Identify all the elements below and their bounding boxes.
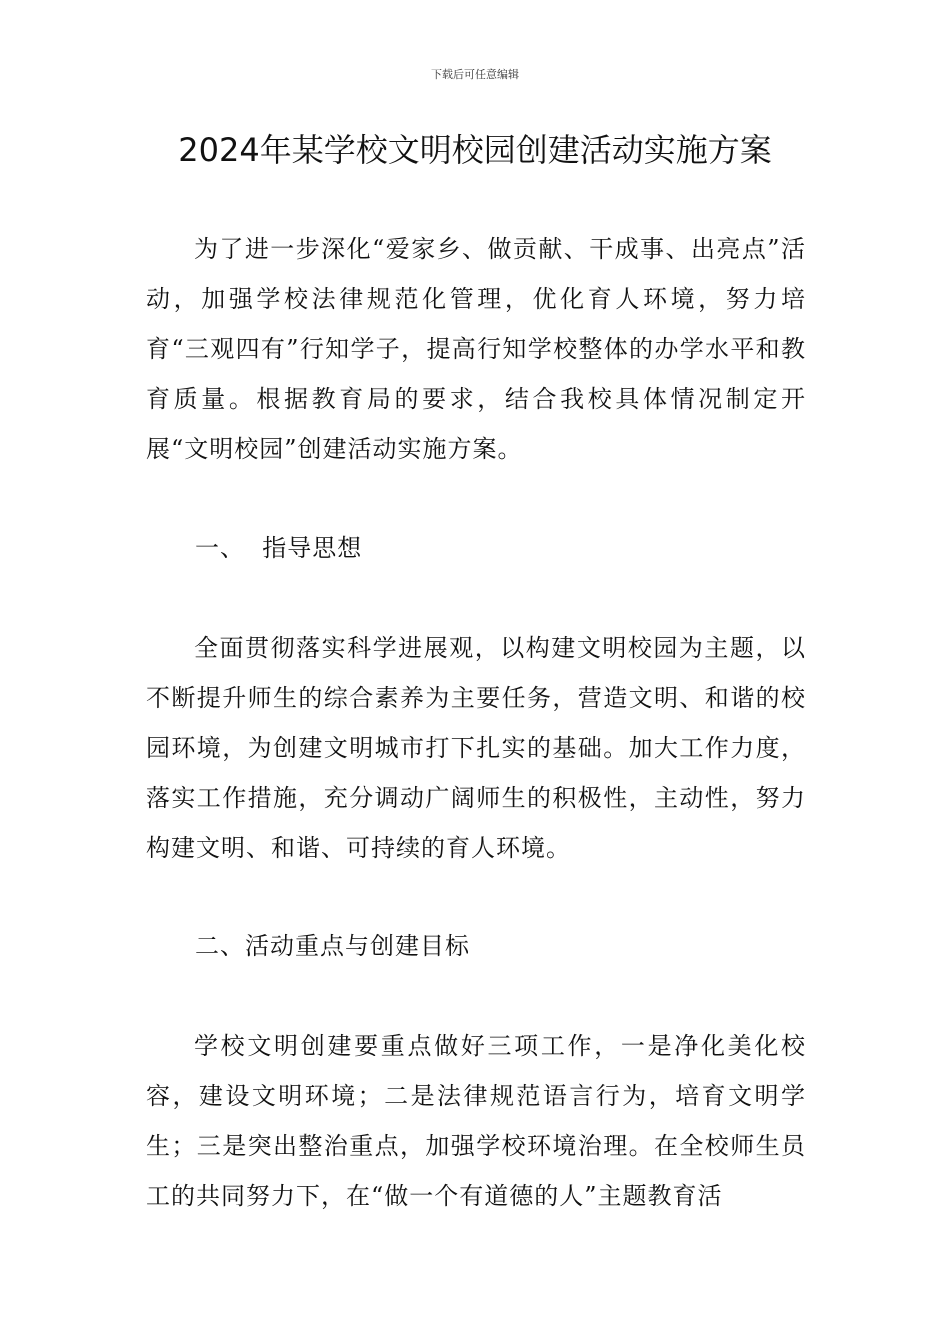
section-heading-activity-focus: 二、活动重点与创建目标: [195, 932, 470, 960]
section-activity-focus-body: 学校文明创建要重点做好三项工作，一是净化美化校容，建设文明环境；二是法律规范语言行为，培育文明学生；三是突出整治重点，加强学校环境治理。在全校师生员工的共同努力下，在“做一个有道德的人”主题教育活: [146, 1032, 806, 1210]
section-guiding-ideology-body: 全面贯彻落实科学进展观，以构建文明校园为主题，以不断提升师生的综合素养为主要任务，营造文明、和谐的校园环境，为创建文明城市打下扎实的基础。加大工作力度，落实工作措施，充分调动广阔师生的积极性，主动性，努力构建文明、和谐、可持续的育人环境。: [146, 634, 806, 862]
intro-paragraph: 为了进一步深化“爱家乡、做贡献、干成事、出亮点”活动，加强学校法律规范化管理，优化育人环境，努力培育“三观四有”行知学子，提高行知学校整体的办学水平和教育质量。根据教育局的要求，结合我校具体情况制定开展“文明校园”创建活动实施方案。: [146, 235, 806, 463]
document-title: 2024年某学校文明校园创建活动实施方案: [178, 131, 772, 169]
section-heading-guiding-ideology: 一、 指导思想: [195, 534, 363, 562]
header-note: 下载后可任意编辑: [431, 68, 519, 81]
